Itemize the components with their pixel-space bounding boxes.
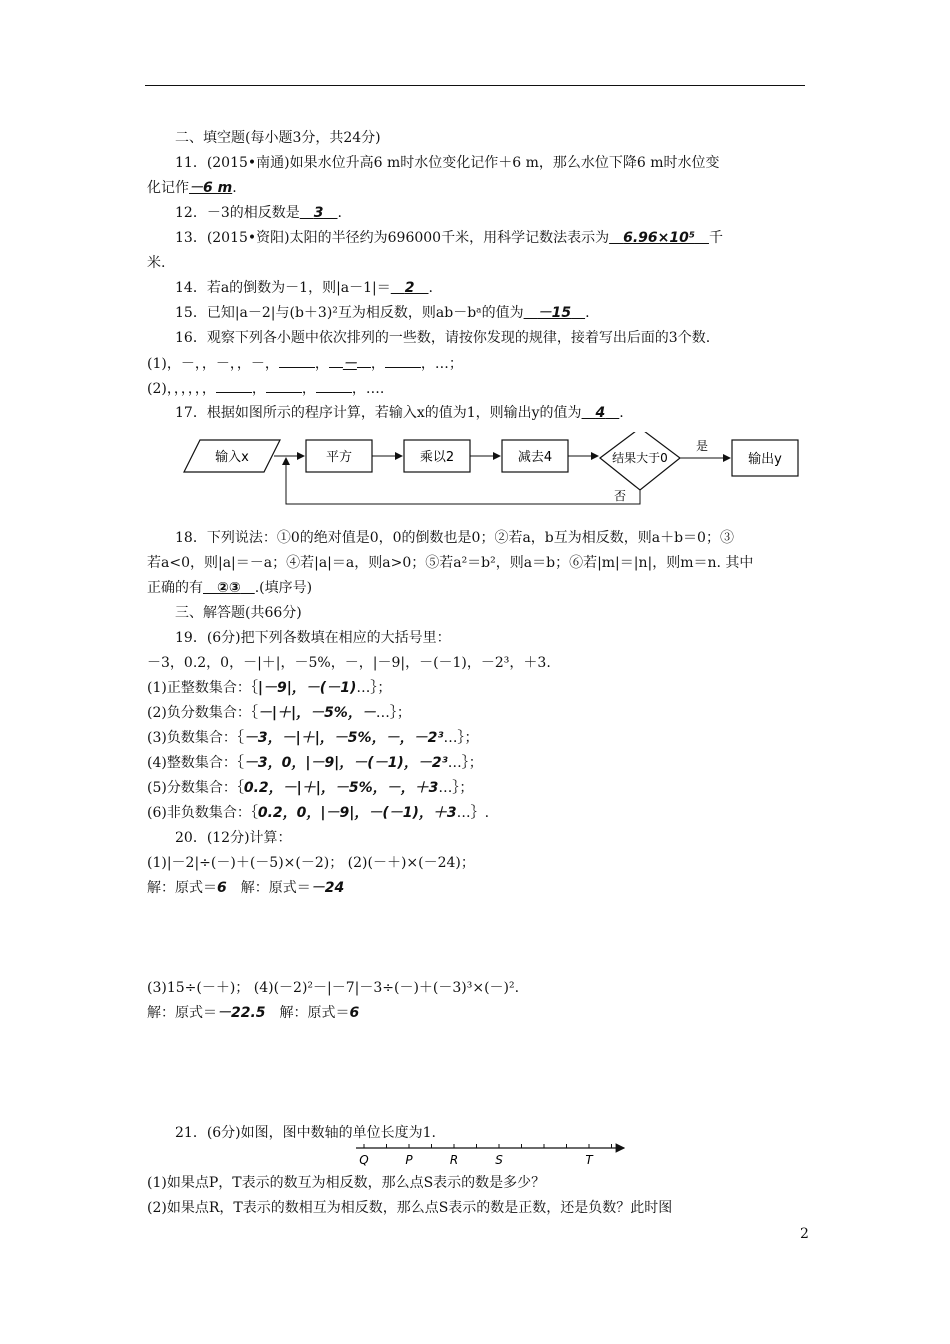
q12: 12．－3的相反数是 3 .	[175, 205, 342, 221]
number-line-label-S: S	[495, 1153, 503, 1167]
q20-problems-3-4: (3)15÷(－＋)； (4)(－2)²－|－7|－3÷(－)＋(－3)³×(－)².	[147, 980, 520, 996]
q14-answer: 2	[404, 280, 415, 296]
section-2-title: 二、填空题(每小题3分，共24分)	[175, 130, 381, 146]
no-label: 否	[613, 489, 627, 503]
multiply-label: 乘以2	[419, 450, 455, 465]
q15: 15．已知|a－2|与(b＋3)²互为相反数，则ab－bᵃ的值为 －15 .	[175, 305, 590, 321]
q11-line1: 11．(2015•南通)如果水位升高6 m时水位变化记作＋6 m，那么水位下降6 m时水位变	[175, 155, 720, 171]
number-line-label-P: P	[405, 1153, 413, 1167]
q20-prompt: 20．(12分)计算：	[175, 830, 292, 846]
number-line	[350, 1140, 640, 1170]
q14: 14．若a的倒数为－1，则|a－1|＝ 2 .	[175, 280, 433, 296]
q19-numbers: －3，0.2，0，－|＋|，－5%，－，|－9|，－(－1)，－2³，＋3.	[147, 655, 551, 671]
yes-label: 是	[695, 439, 709, 453]
input-label: 输入x	[215, 450, 249, 465]
number-line-label-R: R	[449, 1153, 459, 1167]
q13-line1: 13．(2015•资阳)太阳的半径约为696000千米，用科学记数法表示为 6.96×10⁵ 千	[175, 230, 723, 246]
q17: 17．根据如图所示的程序计算，若输入x的值为1，则输出y的值为 4 .	[175, 405, 624, 421]
q19-set3: (3)负数集合：｛－3，－|＋|，－5%，－，－2³…｝；	[147, 730, 479, 746]
q19-set2: (2)负分数集合：｛－|＋|，－5%，－…｝；	[147, 705, 411, 721]
q17-answer: 4	[595, 405, 606, 421]
q13-answer: 6.96×10⁵	[623, 230, 695, 246]
q16-part1: (1)，－，，－，，－， ， － ， ，…；	[147, 353, 463, 374]
q20-solutions-1-2: 解：原式＝6 解：原式＝－24	[147, 880, 345, 896]
header-rule	[145, 85, 805, 86]
subtract-label: 减去4	[517, 450, 553, 465]
output-label: 输出y	[748, 452, 782, 467]
q16-part2: (2)，，，，，， ， ， ，….	[147, 378, 384, 399]
q18-line1: 18．下列说法：①0的绝对值是0，0的倒数也是0；②若a，b互为相反数，则a＋b＝0；③	[175, 530, 734, 546]
q20-problems-1-2: (1)|－2|÷(－)＋(－5)×(－2)； (2)(－＋)×(－24)；	[147, 855, 475, 871]
q19-set1: (1)正整数集合：｛|－9|，－(－1)…｝；	[147, 680, 392, 696]
q18-line3: 正确的有 ②③ .(填序号)	[147, 580, 313, 596]
q13-line2: 米.	[147, 255, 166, 271]
q18-line2: 若a<0，则|a|＝－a；④若|a|＝a，则a>0；⑤若a²＝b²，则a＝b；⑥若|m|＝|n|，则m＝n. 其中	[147, 555, 754, 571]
q19-set6: (6)非负数集合：｛0.2，0，|－9|，－(－1)，＋3…｝.	[147, 805, 490, 821]
q16-answer: －	[342, 356, 357, 372]
q19-set5: (5)分数集合：｛0.2，－|＋|，－5%，－，＋3…｝；	[147, 780, 474, 796]
q21-prompt: 21．(6分)如图，图中数轴的单位长度为1.	[175, 1125, 437, 1141]
square-label: 平方	[325, 450, 353, 465]
condition-label: 结果大于0	[612, 451, 668, 465]
q11-line2: 化记作－6 m.	[147, 180, 237, 196]
q21-part2: (2)如果点R，T表示的数相互为相反数，那么点S表示的数是正数，还是负数？此时图	[147, 1200, 673, 1216]
number-line-label-Q: Q	[359, 1153, 369, 1167]
q18-answer: ②③	[217, 580, 241, 596]
number-line-label-T: T	[585, 1153, 593, 1167]
flowchart	[182, 432, 812, 512]
section-3-title: 三、解答题(共66分)	[175, 605, 302, 621]
q19-set4: (4)整数集合：｛－3，0，|－9|，－(－1)，－2³…｝；	[147, 755, 483, 771]
q11-answer: －6 m	[189, 180, 233, 196]
q21-part1: (1)如果点P，T表示的数互为相反数，那么点S表示的数是多少？	[147, 1175, 546, 1191]
page-number: 2	[800, 1226, 809, 1242]
q12-answer: 3	[313, 205, 324, 221]
q15-answer: －15	[537, 305, 572, 321]
q19-prompt: 19．(6分)把下列各数填在相应的大括号里：	[175, 630, 451, 646]
q16-prompt: 16．观察下列各小题中依次排列的一些数，请按你发现的规律，接着写出后面的3个数.	[175, 330, 711, 346]
q20-solutions-3-4: 解：原式＝－22.5 解：原式＝6	[147, 1005, 360, 1021]
